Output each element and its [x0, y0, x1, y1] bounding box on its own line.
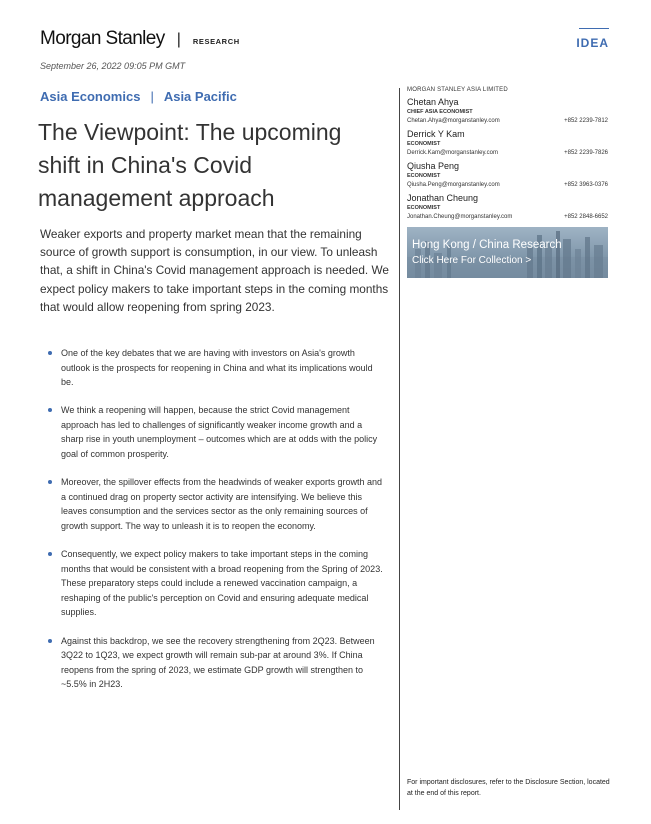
bullet-icon: [48, 552, 52, 556]
tag-separator: |: [150, 89, 154, 104]
header-separator: |: [176, 31, 181, 48]
list-item: [46, 475, 386, 533]
bullet-text: Moreover, the spillover effects from the headwinds of weaker exports growth and a continued drag on property sector activity are intensifying. We believe this leaves consumption and the services sector as the only remaining sources of growth support. The way to unleash it is to reopen the economy.: [61, 477, 382, 531]
contact-name: Jonathan Cheung: [407, 193, 479, 203]
idea-rule: [579, 28, 609, 29]
contact-email[interactable]: Jonathan.Cheung@morganstanley.com: [407, 214, 513, 220]
report-title: The Viewpoint: The upcoming shift in China's Covid management approach: [38, 119, 342, 211]
lead-paragraph: Weaker exports and property market mean that the remaining source of growth support is consumption, in our view. To unleash that, a shift in China's Covid management approach is needed. We expect policy makers to take important steps in the coming months that would allow reopening from spring 2023.: [40, 227, 389, 314]
idea-badge: IDEA: [576, 36, 609, 50]
contact-card: [407, 128, 608, 158]
contact-card: [407, 96, 608, 126]
contact-email[interactable]: Derrick.Kam@morganstanley.com: [407, 150, 499, 156]
bullet-text: Consequently, we expect policy makers to take important steps in the coming months that would be consistent with a broad reopening from the Spring of 2023. These preparatory steps could include a renewed vaccination campaign, a reshaping of the public's perception on Covid and ensuring adequate medical supplies.: [61, 549, 383, 618]
contacts-sidebar: [407, 87, 608, 224]
bullet-icon: [48, 351, 52, 355]
contact-card: [407, 192, 608, 222]
contact-name: Derrick Y Kam: [407, 129, 465, 139]
contact-title: ECONOMIST: [407, 141, 441, 147]
contact-card: [407, 160, 608, 190]
bullet-text: Against this backdrop, we see the recovery strengthening from 2Q23. Between 3Q22 to 1Q23, we expect growth will remain sub-par at around 3%. If China reopens from the spring of 2023, we estimate GDP growth will strengthen to ~5.5% in 2H23.: [61, 635, 375, 690]
contact-phone: +852 2239-7812: [564, 118, 608, 124]
contact-email[interactable]: Chetan.Ahya@morganstanley.com: [407, 118, 500, 124]
contact-email[interactable]: Qiusha.Peng@morganstanley.com: [407, 182, 500, 188]
research-label: RESEARCH: [192, 37, 240, 46]
list-item: [46, 547, 386, 620]
morgan-stanley-logo[interactable]: Morgan Stanley: [40, 28, 165, 49]
contact-phone: +852 2239-7826: [564, 150, 608, 156]
collection-link[interactable]: Click Here For Collection >: [412, 255, 532, 266]
list-item: [46, 634, 386, 692]
contact-phone: +852 3963-0376: [564, 182, 608, 188]
contact-name: Chetan Ahya: [407, 97, 459, 107]
list-item: [46, 346, 386, 390]
contact-title: CHIEF ASIA ECONOMIST: [407, 109, 473, 115]
bullet-text: We think a reopening will happen, because the strict Covid management approach has led to challenges of significantly weaker income growth and a sharp rise in youth unemployment – outcomes which are at odds with the policy goal of common prosperity.: [61, 405, 378, 460]
city-skyline-image: [407, 227, 608, 278]
list-item: [46, 403, 386, 461]
masthead: [40, 28, 240, 50]
tag-asia-pacific[interactable]: Asia Pacific: [163, 89, 237, 104]
banner-title: Hong Kong / China Research: [412, 239, 562, 251]
topic-tags: [40, 89, 237, 104]
column-divider: [399, 88, 400, 810]
hong-kong-china-research-banner[interactable]: [407, 227, 608, 278]
bullet-icon: [48, 639, 52, 643]
contact-title: ECONOMIST: [407, 173, 441, 179]
bullet-text: One of the key debates that we are having with investors on Asia's growth outlook is the prospects for reopening in China and what its implications would be.: [61, 348, 373, 388]
disclosure-note: For important disclosures, refer to the Disclosure Section, located at the end of this report.: [407, 779, 610, 797]
bullet-icon: [48, 480, 52, 484]
contact-name: Qiusha Peng: [407, 161, 460, 171]
publish-date: September 26, 2022 09:05 PM GMT: [40, 61, 186, 71]
tag-asia-economics[interactable]: Asia Economics: [40, 89, 141, 104]
contact-phone: +852 2848-6652: [564, 214, 608, 220]
bullet-icon: [48, 408, 52, 412]
contact-title: ECONOMIST: [407, 205, 441, 211]
key-points-list: [46, 346, 386, 705]
entity-heading: MORGAN STANLEY ASIA LIMITED: [407, 87, 508, 93]
